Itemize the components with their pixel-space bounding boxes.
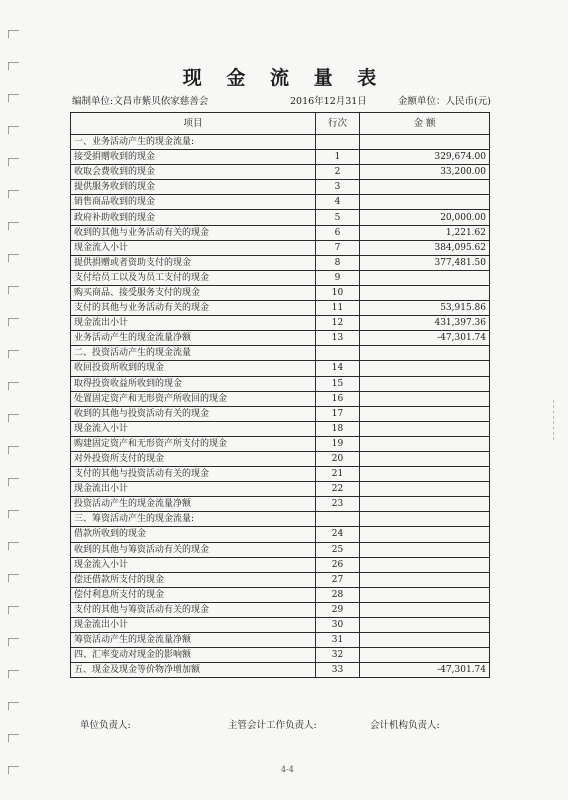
table-row bbox=[71, 270, 490, 285]
table-row bbox=[71, 406, 490, 421]
binding-tick bbox=[8, 126, 19, 134]
row-amount bbox=[360, 376, 490, 391]
row-amount bbox=[360, 633, 490, 648]
row-item-label: 提供服务收到的现金 bbox=[71, 180, 316, 195]
row-item-label: 现金流入小计 bbox=[71, 240, 316, 255]
row-amount bbox=[360, 497, 490, 512]
row-amount: -47,301.74 bbox=[360, 331, 490, 346]
row-item-label: 销售商品收到的现金 bbox=[71, 195, 316, 210]
binding-marks bbox=[8, 20, 22, 780]
binding-tick bbox=[8, 638, 19, 646]
row-amount bbox=[360, 648, 490, 663]
row-item-label: 筹资活动产生的现金流量净额 bbox=[71, 633, 316, 648]
table-row bbox=[71, 602, 490, 617]
row-line-no: 16 bbox=[316, 391, 360, 406]
row-amount bbox=[360, 180, 490, 195]
row-amount: 20,000.00 bbox=[360, 210, 490, 225]
row-amount: 33,200.00 bbox=[360, 165, 490, 180]
row-line-no: 8 bbox=[316, 255, 360, 270]
binding-tick bbox=[8, 606, 19, 614]
row-line-no: 24 bbox=[316, 527, 360, 542]
table-row bbox=[71, 225, 490, 240]
row-item-label: 对外投资所支付的现金 bbox=[71, 451, 316, 466]
org-name: 编制单位:文昌市紫贝依家慈善会 bbox=[72, 96, 209, 107]
row-amount: 384,095.62 bbox=[360, 240, 490, 255]
binding-tick bbox=[8, 158, 19, 166]
row-line-no: 1 bbox=[316, 150, 360, 165]
header-amount: 金 额 bbox=[360, 113, 490, 135]
row-item-label: 借款所收到的现金 bbox=[71, 527, 316, 542]
row-line-no: 11 bbox=[316, 301, 360, 316]
table-row bbox=[71, 663, 490, 678]
row-amount bbox=[360, 587, 490, 602]
signature-accounting-head: 主管会计工作负责人: bbox=[228, 720, 317, 731]
binding-tick bbox=[8, 318, 19, 326]
row-item-label: 支付的其他与筹资活动有关的现金 bbox=[71, 602, 316, 617]
row-line-no: 6 bbox=[316, 225, 360, 240]
table-row bbox=[71, 195, 490, 210]
binding-tick bbox=[8, 670, 19, 678]
row-amount bbox=[360, 421, 490, 436]
binding-tick bbox=[8, 574, 19, 582]
row-item-label: 支付给员工以及为员工支付的现金 bbox=[71, 270, 316, 285]
row-amount bbox=[360, 346, 490, 361]
row-item-label: 偿付利息所支付的现金 bbox=[71, 587, 316, 602]
table-row bbox=[71, 150, 490, 165]
row-amount bbox=[360, 195, 490, 210]
table-row bbox=[71, 255, 490, 270]
row-item-label: 接受捐赠收到的现金 bbox=[71, 150, 316, 165]
report-date: 2016年12月31日 bbox=[290, 96, 367, 107]
binding-tick bbox=[8, 414, 19, 422]
row-item-label: 取得投资收益所收到的现金 bbox=[71, 376, 316, 391]
scan-edge-mark bbox=[553, 400, 560, 440]
row-line-no: 25 bbox=[316, 542, 360, 557]
table-row bbox=[71, 467, 490, 482]
binding-tick bbox=[8, 190, 19, 198]
table-row bbox=[71, 482, 490, 497]
binding-tick bbox=[8, 286, 19, 294]
row-amount bbox=[360, 482, 490, 497]
row-line-no: 18 bbox=[316, 421, 360, 436]
row-line-no: 14 bbox=[316, 361, 360, 376]
row-item-label: 四、汇率变动对现金的影响额 bbox=[71, 648, 316, 663]
row-line-no: 9 bbox=[316, 270, 360, 285]
table-row bbox=[71, 240, 490, 255]
row-line-no bbox=[316, 512, 360, 527]
row-item-label: 购买商品、接受服务支付的现金 bbox=[71, 285, 316, 300]
row-amount bbox=[360, 512, 490, 527]
row-amount: -47,301.74 bbox=[360, 663, 490, 678]
row-amount bbox=[360, 451, 490, 466]
binding-tick bbox=[8, 734, 19, 742]
row-item-label: 现金流出小计 bbox=[71, 618, 316, 633]
currency-unit: 金额单位：人民币(元) bbox=[398, 96, 491, 107]
row-amount: 329,674.00 bbox=[360, 150, 490, 165]
row-line-no: 17 bbox=[316, 406, 360, 421]
table-row bbox=[71, 421, 490, 436]
row-line-no: 30 bbox=[316, 618, 360, 633]
binding-tick bbox=[8, 478, 19, 486]
cash-flow-table bbox=[70, 112, 490, 678]
row-amount bbox=[360, 467, 490, 482]
page-title: 现 金 流 量 表 bbox=[182, 67, 386, 89]
row-amount: 53,915.86 bbox=[360, 301, 490, 316]
row-line-no: 7 bbox=[316, 240, 360, 255]
row-item-label: 现金流出小计 bbox=[71, 482, 316, 497]
table-row bbox=[71, 285, 490, 300]
row-item-label: 收到的其他与业务活动有关的现金 bbox=[71, 225, 316, 240]
row-amount bbox=[360, 270, 490, 285]
binding-tick bbox=[8, 510, 19, 518]
row-amount bbox=[360, 406, 490, 421]
row-item-label: 偿还借款所支付的现金 bbox=[71, 572, 316, 587]
row-line-no bbox=[316, 346, 360, 361]
row-line-no: 19 bbox=[316, 436, 360, 451]
row-line-no: 22 bbox=[316, 482, 360, 497]
row-amount bbox=[360, 542, 490, 557]
row-line-no: 21 bbox=[316, 467, 360, 482]
row-item-label: 收到的其他与投资活动有关的现金 bbox=[71, 406, 316, 421]
table-row bbox=[71, 346, 490, 361]
row-line-no: 10 bbox=[316, 285, 360, 300]
row-item-label: 现金流入小计 bbox=[71, 421, 316, 436]
row-line-no: 20 bbox=[316, 451, 360, 466]
row-amount bbox=[360, 285, 490, 300]
row-item-label: 五、现金及现金等价物净增加额 bbox=[71, 663, 316, 678]
row-item-label: 三、筹资活动产生的现金流量: bbox=[71, 512, 316, 527]
table-row bbox=[71, 557, 490, 572]
row-amount: 377,481.50 bbox=[360, 255, 490, 270]
row-amount bbox=[360, 391, 490, 406]
table-row bbox=[71, 210, 490, 225]
header-item: 项目 bbox=[71, 113, 316, 135]
row-amount bbox=[360, 557, 490, 572]
table-row bbox=[71, 542, 490, 557]
table-row bbox=[71, 165, 490, 180]
table-row bbox=[71, 512, 490, 527]
table-row bbox=[71, 572, 490, 587]
table-row bbox=[71, 633, 490, 648]
row-line-no: 4 bbox=[316, 195, 360, 210]
binding-tick bbox=[8, 222, 19, 230]
row-amount bbox=[360, 572, 490, 587]
binding-tick bbox=[8, 382, 19, 390]
row-item-label: 收取会费收到的现金 bbox=[71, 165, 316, 180]
signature-accounting-org-head: 会计机构负责人: bbox=[370, 720, 440, 731]
row-item-label: 二、投资活动产生的现金流量 bbox=[71, 346, 316, 361]
table-row bbox=[71, 391, 490, 406]
row-line-no: 3 bbox=[316, 180, 360, 195]
table-row bbox=[71, 451, 490, 466]
row-item-label: 投资活动产生的现金流量净额 bbox=[71, 497, 316, 512]
row-amount bbox=[360, 135, 490, 150]
binding-tick bbox=[8, 350, 19, 358]
binding-tick bbox=[8, 446, 19, 454]
table-row bbox=[71, 376, 490, 391]
table-row bbox=[71, 648, 490, 663]
table-row bbox=[71, 301, 490, 316]
row-line-no: 27 bbox=[316, 572, 360, 587]
row-line-no: 5 bbox=[316, 210, 360, 225]
page-number: 4-4 bbox=[281, 765, 294, 774]
table-body bbox=[71, 135, 490, 678]
row-amount: 431,397.36 bbox=[360, 316, 490, 331]
row-line-no: 31 bbox=[316, 633, 360, 648]
row-item-label: 现金流入小计 bbox=[71, 557, 316, 572]
row-item-label: 提供捐赠或者资助支付的现金 bbox=[71, 255, 316, 270]
row-line-no: 23 bbox=[316, 497, 360, 512]
row-amount bbox=[360, 361, 490, 376]
table-row bbox=[71, 587, 490, 602]
row-line-no: 12 bbox=[316, 316, 360, 331]
row-item-label: 一、业务活动产生的现金流量: bbox=[71, 135, 316, 150]
row-amount: 1,221.62 bbox=[360, 225, 490, 240]
binding-tick bbox=[8, 94, 19, 102]
binding-tick bbox=[8, 254, 19, 262]
row-line-no: 13 bbox=[316, 331, 360, 346]
row-item-label: 政府补助收到的现金 bbox=[71, 210, 316, 225]
row-amount bbox=[360, 618, 490, 633]
row-amount bbox=[360, 436, 490, 451]
row-amount bbox=[360, 527, 490, 542]
table-row bbox=[71, 618, 490, 633]
row-amount bbox=[360, 602, 490, 617]
row-line-no: 28 bbox=[316, 587, 360, 602]
row-line-no: 2 bbox=[316, 165, 360, 180]
row-line-no: 32 bbox=[316, 648, 360, 663]
table-row bbox=[71, 135, 490, 150]
binding-tick bbox=[8, 702, 19, 710]
header-line-no: 行次 bbox=[316, 113, 360, 135]
row-line-no: 29 bbox=[316, 602, 360, 617]
row-item-label: 收到的其他与筹资活动有关的现金 bbox=[71, 542, 316, 557]
row-line-no bbox=[316, 135, 360, 150]
row-item-label: 支付的其他与投资活动有关的现金 bbox=[71, 467, 316, 482]
signature-unit-head: 单位负责人: bbox=[80, 720, 131, 731]
table-row bbox=[71, 497, 490, 512]
row-item-label: 现金流出小计 bbox=[71, 316, 316, 331]
row-item-label: 购建固定资产和无形资产所支付的现金 bbox=[71, 436, 316, 451]
binding-tick bbox=[8, 30, 19, 38]
table-header-row bbox=[71, 113, 490, 135]
binding-tick bbox=[8, 542, 19, 550]
table-row bbox=[71, 527, 490, 542]
row-item-label: 支付的其他与业务活动有关的现金 bbox=[71, 301, 316, 316]
row-line-no: 15 bbox=[316, 376, 360, 391]
table-row bbox=[71, 316, 490, 331]
row-item-label: 收回投资所收到的现金 bbox=[71, 361, 316, 376]
row-item-label: 业务活动产生的现金流量净额 bbox=[71, 331, 316, 346]
row-line-no: 26 bbox=[316, 557, 360, 572]
row-line-no: 33 bbox=[316, 663, 360, 678]
table-row bbox=[71, 361, 490, 376]
table-row bbox=[71, 180, 490, 195]
row-item-label: 处置固定资产和无形资产所收回的现金 bbox=[71, 391, 316, 406]
table-row bbox=[71, 436, 490, 451]
binding-tick bbox=[8, 766, 19, 774]
table-row bbox=[71, 331, 490, 346]
